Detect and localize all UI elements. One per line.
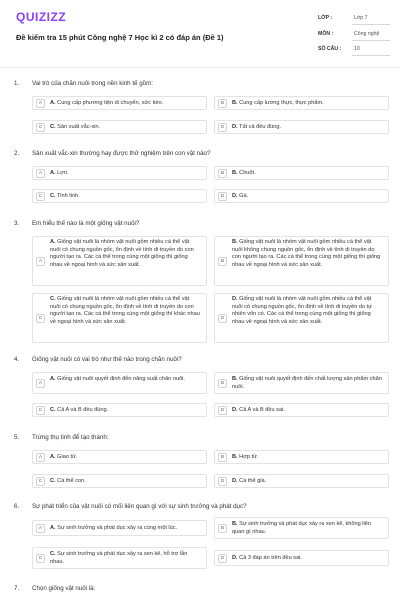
answer-option-b[interactable]: B B. Hợp tử. bbox=[214, 450, 389, 464]
answer-option-a[interactable]: A A. Giống vật nuôi là nhóm vật nuôi gồm nhiều cá thể vật nuôi có chung nguồn gốc, ổn định về tính di truyền do con người tạo ra. Các cá thể trong cùng một giống thì giống nhau về ngoại hình và sức sản xuất. bbox=[32, 236, 207, 286]
answer-option-d[interactable]: D D. Cả A và B đều sai. bbox=[214, 403, 389, 417]
question-number: 6. bbox=[14, 503, 20, 510]
question-number: 7. bbox=[14, 585, 20, 592]
meta-underline bbox=[352, 40, 390, 41]
option-badge: A bbox=[36, 379, 45, 388]
answer-option-c[interactable]: C C. Giống vật nuôi là nhóm vật nuôi gồm nhiều cá thể vật nuôi có chung nguồn gốc, ổn định về tính di truyền do con người tạo ra. Các cá thể trong cùng một giống thì khác nhau về ngoại hình và sức sản xuất. bbox=[32, 293, 207, 343]
option-badge: D bbox=[218, 192, 227, 201]
meta-subject bbox=[318, 29, 390, 41]
document-header bbox=[0, 0, 400, 68]
option-badge: C bbox=[36, 192, 45, 201]
answer-option-d[interactable]: D D. Cá thể già. bbox=[214, 474, 389, 488]
option-badge: D bbox=[218, 123, 227, 132]
answer-option-a[interactable]: A A. Giống vật nuôi quyết định đến năng suất chăn nuôi. bbox=[32, 372, 207, 394]
option-badge: B bbox=[218, 524, 227, 533]
answer-option-a[interactable]: A A. Lợn. bbox=[32, 166, 207, 180]
option-badge: B bbox=[218, 99, 227, 108]
meta-label: SỐ CÂU : bbox=[318, 46, 342, 52]
option-badge: D bbox=[218, 477, 227, 486]
answer-option-a[interactable]: A A. Giao tử. bbox=[32, 450, 207, 464]
meta-label: LỚP : bbox=[318, 15, 333, 21]
question-text: Sản xuất vắc-xin thường hay được thử nghiệm trên con vật nào? bbox=[32, 150, 211, 157]
answer-option-b[interactable]: B B. Giống vật nuôi là nhóm vật nuôi gồm nhiều cá thể vật nuôi không chung nguồn gốc, ổn định về tính di truyền do con người tạo ra. Các cá thể trong cùng một giống thì giống nhau về ngoại hình và sức sản xuất. bbox=[214, 236, 389, 286]
option-badge: C bbox=[36, 123, 45, 132]
question-number: 2. bbox=[14, 150, 20, 157]
option-badge: C bbox=[36, 406, 45, 415]
question-number: 4. bbox=[14, 356, 20, 363]
option-badge: A bbox=[36, 257, 45, 266]
document-title: Đề kiểm tra 15 phút Công nghệ 7 Học kì 2 có đáp án (Đề 1) bbox=[16, 33, 224, 42]
option-badge: C bbox=[36, 477, 45, 486]
answer-option-c[interactable]: C C. Sản xuất vắc-xin. bbox=[32, 120, 207, 134]
answer-option-c[interactable]: C C. Cá thể con. bbox=[32, 474, 207, 488]
answer-option-b[interactable]: B B. Sự sinh trưởng và phát dục xảy ra xen kẽ, không liên quan gì nhau. bbox=[214, 517, 389, 539]
option-badge: C bbox=[36, 554, 45, 563]
meta-value: Lớp 7 bbox=[354, 15, 368, 21]
question-number: 1. bbox=[14, 80, 20, 87]
question-text: Giống vật nuôi có vai trò như thế nào trong chăn nuôi? bbox=[32, 356, 182, 363]
answer-option-a[interactable]: A A. Sự sinh trưởng và phát dục xảy ra cùng một lúc. bbox=[32, 520, 207, 536]
answer-option-c[interactable]: C C. Tinh tinh. bbox=[32, 189, 207, 203]
meta-question-count bbox=[318, 44, 390, 56]
answer-option-d[interactable]: D D. Tất cả đều đúng. bbox=[214, 120, 389, 134]
answer-option-b[interactable]: B B. Cung cấp lương thực, thực phẩm. bbox=[214, 96, 389, 110]
question-text: Chọn giống vật nuôi là: bbox=[32, 585, 96, 592]
answer-option-a[interactable]: A A. Cung cấp phương tiện di chuyển, sức kéo. bbox=[32, 96, 207, 110]
question-text: Sự phát triển của vật nuôi có mối liên quan gì với sự sinh trưởng và phát dục? bbox=[32, 503, 247, 510]
option-badge: B bbox=[218, 169, 227, 178]
answer-option-c[interactable]: C C. Cả A và B đều đúng. bbox=[32, 403, 207, 417]
option-badge: A bbox=[36, 99, 45, 108]
option-badge: C bbox=[36, 314, 45, 323]
question-number: 3. bbox=[14, 220, 20, 227]
meta-label: MÔN : bbox=[318, 31, 334, 37]
meta-value: Công nghệ bbox=[354, 31, 380, 37]
answer-option-c[interactable]: C C. Sự sinh trưởng và phát dục xảy ra xen kẽ, hỗ trợ lẫn nhau. bbox=[32, 547, 207, 569]
option-badge: D bbox=[218, 314, 227, 323]
option-badge: A bbox=[36, 524, 45, 533]
answer-option-b[interactable]: B B. Giống vật nuôi quyết định đến chất lượng sản phẩm chăn nuôi. bbox=[214, 372, 389, 394]
option-badge: B bbox=[218, 453, 227, 462]
answer-option-b[interactable]: B B. Chuột. bbox=[214, 166, 389, 180]
question-text: Vai trò của chăn nuôi trong nền kinh tế gồm: bbox=[32, 80, 153, 87]
question-text: Trứng thụ tinh để tạo thành: bbox=[32, 434, 109, 441]
option-badge: B bbox=[218, 257, 227, 266]
meta-value: 10 bbox=[354, 46, 360, 52]
option-badge: A bbox=[36, 453, 45, 462]
option-badge: A bbox=[36, 169, 45, 178]
option-badge: D bbox=[218, 406, 227, 415]
question-text: Em hiểu thế nào là một giống vật nuôi? bbox=[32, 220, 140, 227]
option-badge: B bbox=[218, 379, 227, 388]
meta-class bbox=[318, 13, 390, 25]
answer-option-d[interactable]: D D. Gà. bbox=[214, 189, 389, 203]
meta-underline bbox=[352, 24, 390, 25]
answer-option-d[interactable]: D D. Giống vật nuôi là nhóm vật nuôi gồm nhiều cá thể vật nuôi có chung nguồn gốc, ổn định về tính di truyền do tự nhiên vốn có. Các cá thể trong cùng một giống thì giống nhau về ngoại hình và sức sản xuất. bbox=[214, 293, 389, 343]
question-number: 5. bbox=[14, 434, 20, 441]
meta-underline bbox=[352, 55, 390, 56]
option-badge: D bbox=[218, 554, 227, 563]
answer-option-d[interactable]: D D. Cả 3 đáp án trên đều sai. bbox=[214, 550, 389, 566]
quizizz-logo: QUIZIZZ bbox=[16, 10, 67, 24]
